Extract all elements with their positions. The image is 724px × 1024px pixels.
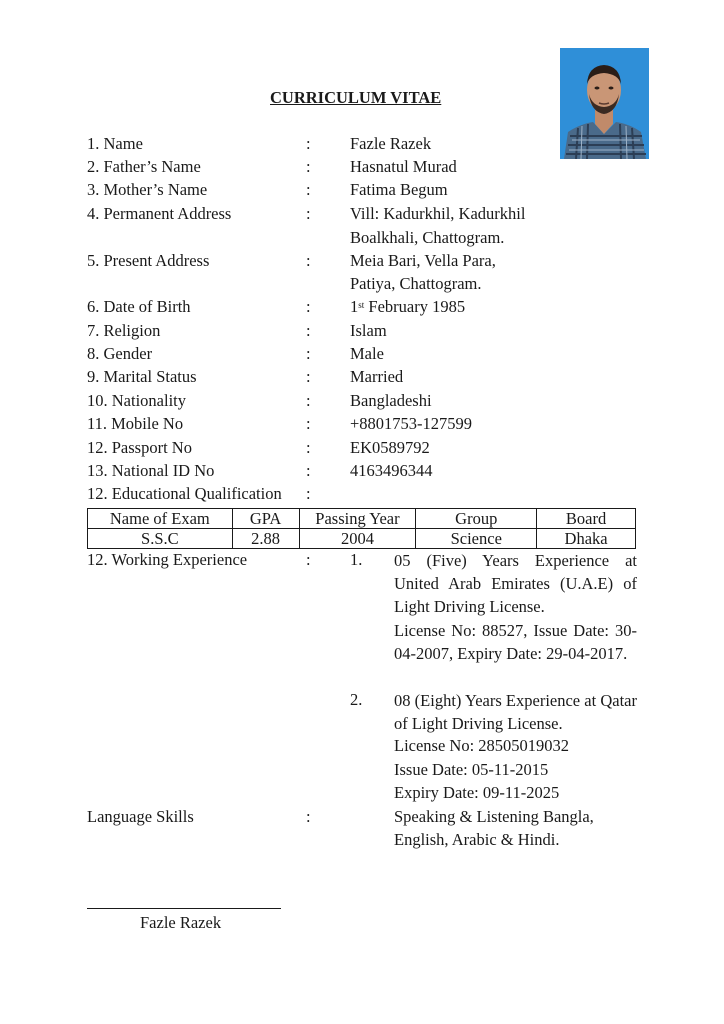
field-value-religion: Islam [350, 321, 387, 340]
field-label-mobile: 11. Mobile No [87, 414, 184, 433]
field-colon: : [306, 367, 311, 386]
field-value-dob [350, 297, 465, 317]
dob-day-suffix: st [358, 300, 365, 310]
experience-item-number: 1. [350, 550, 363, 569]
table-header-cell: Passing Year [299, 509, 416, 529]
field-label-dob: 6. Date of Birth [87, 297, 191, 316]
field-label-marital-status: 9. Marital Status [87, 367, 197, 386]
table-header-cell: GPA [232, 509, 299, 529]
signature-name: Fazle Razek [140, 913, 222, 932]
table-cell: Science [416, 529, 537, 549]
field-label-mother: 3. Mother’s Name [87, 180, 208, 199]
field-colon: : [306, 484, 311, 503]
table-header-row [88, 509, 636, 529]
table-row [88, 529, 636, 549]
field-label-religion: 7. Religion [87, 321, 161, 340]
field-colon: : [306, 134, 311, 153]
field-colon: : [306, 344, 311, 363]
field-colon: : [306, 204, 311, 223]
experience-item-text: 08 (Eight) Years Experience at Qatar of Light Driving License. [394, 691, 637, 734]
language-value-line1: Speaking & Listening Bangla, [394, 807, 594, 826]
experience-label: 12. Working Experience [87, 550, 248, 569]
experience-item-expiry-date: Expiry Date: 09-11-2025 [394, 783, 560, 802]
experience-item-license: License No: 28505019032 [394, 736, 570, 755]
education-table [87, 508, 636, 549]
experience-item-issue-date: Issue Date: 05-11-2015 [394, 760, 549, 779]
field-label-national-id: 13. National ID No [87, 461, 215, 480]
field-label-education: 12. Educational Qualification [87, 484, 282, 503]
field-value-permanent-address: Vill: Kadurkhil, Kadurkhil [350, 204, 526, 223]
field-value-national-id: 4163496344 [350, 461, 433, 480]
table-cell: Dhaka [537, 529, 636, 549]
field-colon: : [306, 157, 311, 176]
field-label-name: 1. Name [87, 134, 143, 153]
page-title: CURRICULUM VITAE [270, 88, 442, 107]
language-label: Language Skills [87, 807, 194, 826]
experience-item-number: 2. [350, 690, 363, 709]
field-label-nationality: 10. Nationality [87, 391, 186, 410]
field-value-nationality: Bangladeshi [350, 391, 432, 410]
field-value-present-address-line2: Patiya, Chattogram. [350, 274, 482, 293]
field-label-passport: 12. Passport No [87, 438, 192, 457]
field-colon: : [306, 391, 311, 410]
table-cell: 2004 [299, 529, 416, 549]
field-value-father: Hasnatul Murad [350, 157, 457, 176]
field-colon: : [306, 321, 311, 340]
field-value-name: Fazle Razek [350, 134, 432, 153]
field-colon: : [306, 438, 311, 457]
field-value-permanent-address-line2: Boalkhali, Chattogram. [350, 228, 505, 247]
field-value-mother: Fatima Begum [350, 180, 448, 199]
field-value-passport: EK0589792 [350, 438, 430, 457]
field-label-father: 2. Father’s Name [87, 157, 201, 176]
field-colon: : [306, 297, 311, 316]
table-header-cell: Name of Exam [88, 509, 233, 529]
table-header-cell: Board [537, 509, 636, 529]
table-cell: S.S.C [88, 529, 233, 549]
field-value-gender: Male [350, 344, 384, 363]
field-colon: : [306, 180, 311, 199]
table-cell: 2.88 [232, 529, 299, 549]
experience-item-text: 05 (Five) Years Experience at United Arab Emirates (U.A.E) of Light Driving License. [394, 551, 637, 617]
profile-photo [560, 48, 649, 159]
dob-month-year: February 1985 [364, 297, 466, 316]
dob-day: 1 [350, 297, 359, 316]
language-value-line2: English, Arabic & Hindi. [394, 830, 560, 849]
field-colon: : [306, 807, 311, 826]
field-colon: : [306, 251, 311, 270]
field-colon: : [306, 414, 311, 433]
person-photo-illustration [560, 48, 649, 159]
field-colon: : [306, 461, 311, 480]
field-label-present-address: 5. Present Address [87, 251, 210, 270]
field-value-mobile: +8801753-127599 [350, 414, 473, 433]
field-label-gender: 8. Gender [87, 344, 153, 363]
field-value-marital-status: Married [350, 367, 404, 386]
experience-item-detail: License No: 88527, Issue Date: 30-04-2007, Expiry Date: 29-04-2017. [394, 621, 637, 664]
field-label-permanent-address: 4. Permanent Address [87, 204, 232, 223]
field-value-present-address: Meia Bari, Vella Para, [350, 251, 496, 270]
signature-line [87, 908, 281, 909]
field-colon: : [306, 550, 311, 569]
table-header-cell: Group [416, 509, 537, 529]
